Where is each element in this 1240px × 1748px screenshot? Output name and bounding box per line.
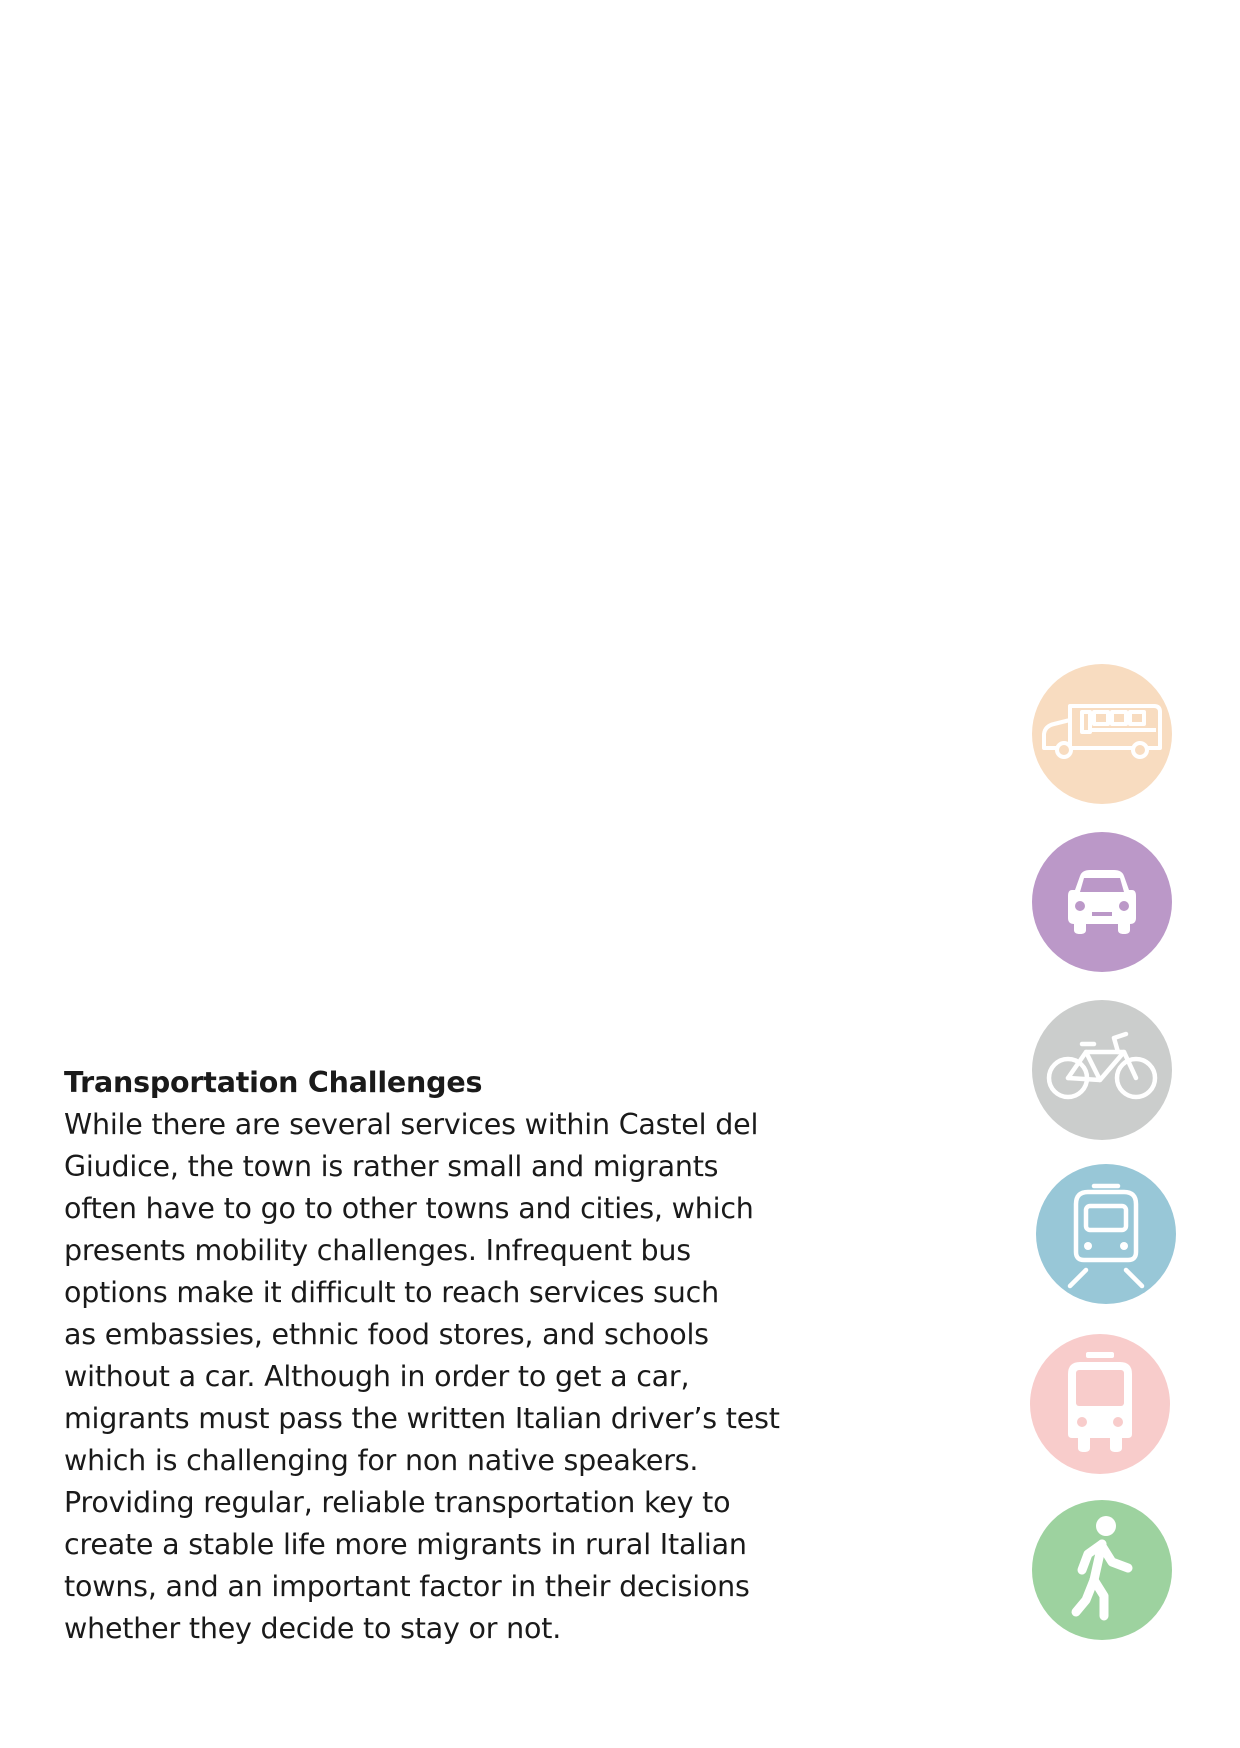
article-heading: Transportation Challenges bbox=[64, 1066, 483, 1099]
train-icon bbox=[1036, 1164, 1172, 1300]
pedestrian-glyph bbox=[1032, 1500, 1172, 1640]
pedestrian-icon bbox=[1032, 1500, 1172, 1640]
school-bus-glyph bbox=[1032, 664, 1172, 804]
article-line: whether they decide to stay or not. bbox=[64, 1612, 562, 1645]
bus-icon bbox=[1030, 1334, 1170, 1474]
article-line: as embassies, ethnic food stores, and schools bbox=[64, 1318, 709, 1351]
article-line: Giudice, the town is rather small and migrants bbox=[64, 1150, 719, 1183]
article-line: options make it difficult to reach services such bbox=[64, 1276, 719, 1309]
article-line: presents mobility challenges. Infrequent bus bbox=[64, 1234, 691, 1267]
train-glyph bbox=[1036, 1164, 1176, 1304]
article-line: often have to go to other towns and cities, which bbox=[64, 1192, 754, 1225]
article-line: migrants must pass the written Italian driver’s test bbox=[64, 1402, 780, 1435]
car-icon bbox=[1032, 832, 1176, 976]
bicycle-glyph bbox=[1032, 1000, 1172, 1140]
article-line: without a car. Although in order to get a car, bbox=[64, 1360, 690, 1393]
transportation-article bbox=[64, 1062, 824, 1650]
bus-glyph bbox=[1030, 1334, 1170, 1474]
article-line: towns, and an important factor in their decisions bbox=[64, 1570, 750, 1603]
car-glyph bbox=[1032, 832, 1172, 972]
article-line: create a stable life more migrants in rural Italian bbox=[64, 1528, 747, 1561]
bicycle-icon bbox=[1032, 1000, 1172, 1140]
article-line: Providing regular, reliable transportation key to bbox=[64, 1486, 731, 1519]
article-line: which is challenging for non native speakers. bbox=[64, 1444, 699, 1477]
school-bus-icon bbox=[1032, 664, 1172, 804]
article-line: While there are several services within Castel del bbox=[64, 1108, 759, 1141]
